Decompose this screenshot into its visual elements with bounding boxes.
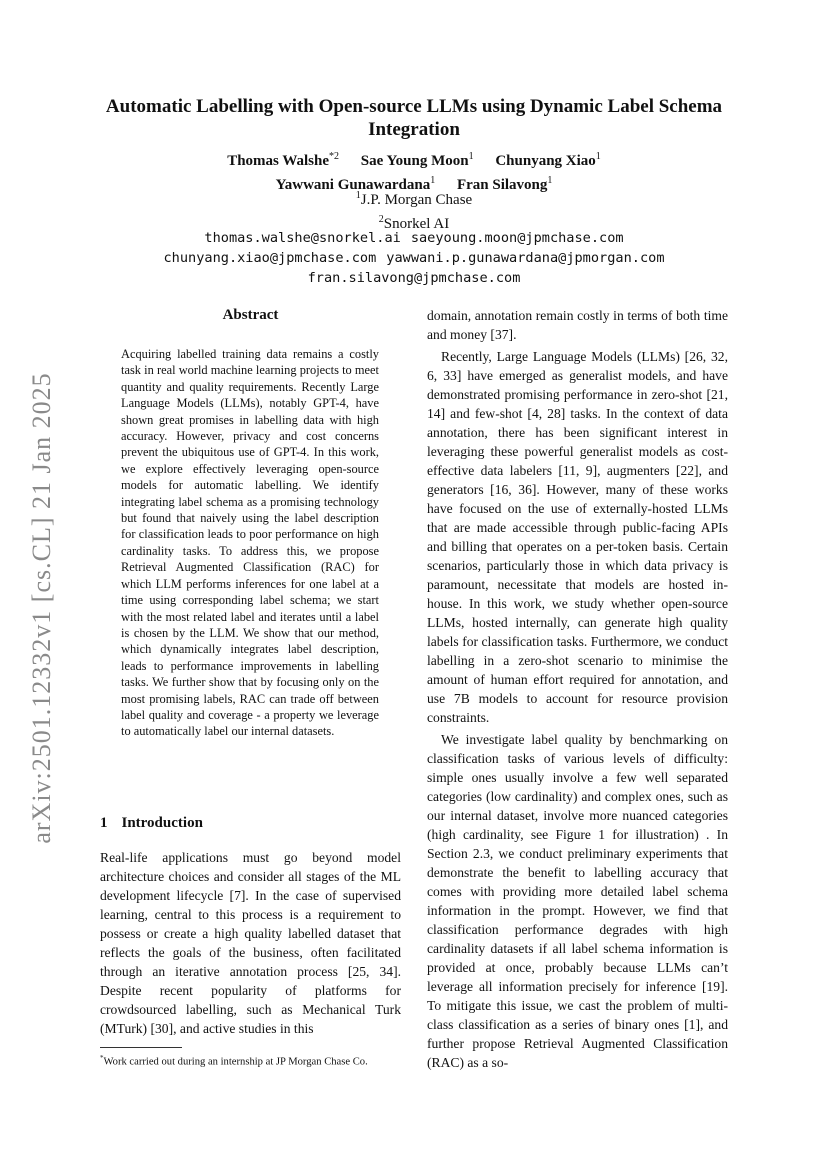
- author: Sae Young Moon$^1$: [360, 151, 474, 169]
- email-link[interactable]: yawwani.p.gunawardana@jpmorgan.com: [386, 250, 665, 266]
- email-link[interactable]: fran.silavong@jpmchase.com: [307, 270, 521, 286]
- author-emails: [100, 228, 728, 288]
- footnote-text: Work carried out during an internship at JP Morgan Chase Co.: [103, 1056, 368, 1068]
- abstract-heading: Abstract: [222, 307, 279, 323]
- abstract-text: Acquiring labelled training data remains a costly task in real world machine learning projects to meet quantity and quality requirements. Recently Large Language Models (LLMs), notably GPT-4, have shown great promises in labelling data with high accuracy. However, privacy and cost concerns prevent the ubiquitous use of GPT-4. In this work, we explore effectively leveraging open-source models for automatic labelling. We identify integrating label schema as a promising technology but found that naively using the label description for classification leads to poor performance on high cardinality tasks. To address this, we propose Retrieval Augmented Classification (RAC) for which LLM performs inferences for one label at a time using corresponding label schema; we start with the most related label and iterates until a label is chosen by the LLM. We show that our method, which dynamically integrates label description, leads to performance improvements in labelling tasks. We further show that by focusing only on the most promising labels, RAC can trade off between label quality and coverage - a property we leverage to automatically label our internal datasets.: [121, 347, 379, 739]
- email-link[interactable]: chunyang.xiao@jpmchase.com: [163, 250, 377, 266]
- author: Chunyang Xiao$^1$: [495, 151, 601, 169]
- body-paragraph: We investigate label quality by benchmarking on classification tasks of various levels of difficulty: simple ones usually involve a few well separated categories (low cardinality) and complex ones, such as our internal dataset, involve more nuanced categories (high cardinality, see Figure 1 for illustration) . In Section 2.3, we conduct preliminary experiments that demonstrate the benefit to labelling accuracy that comes with providing more detailed label schema information in the prompt. However, we find that classification performance degrades with high cardinality datasets if all label schema information is provided at once, probably because LLMs can’t leverage all information precisely for inference [19]. To mitigate this issue, we cast the problem of multi-class classification as a series of binary ones [1], and further propose Retrieval Augmented Classification (RAC) as a so-: [427, 732, 728, 1070]
- arxiv-identifier: arXiv:2501.12332v1 [cs.CL] 21 Jan 2025: [27, 372, 56, 844]
- author: Yawwani Gunawardana$^1$: [275, 175, 436, 193]
- body-paragraph: Recently, Large Language Models (LLMs) [26, 32, 6, 33] have emerged as generalist models, and have demonstrated promising performance in zero-shot [21, 14] and few-shot [4, 28] tasks. In the context of data annotation, there has been significant interest in leveraging these powerful generalist models as cost-effective data labelers [11, 9], augmenters [22], and generators [16, 36]. However, many of these works have focused on the use of externally-hosted LLMs that are made accessible through public-facing APIs and billing that operates on a per-token basis. Certain scenarios, particularly those in which data privacy is paramount, necessitate that models are hosted in-house. In this work, we study whether open-source LLMs, hosted internally, can generate high quality labels for classification tasks. Furthermore, we conduct labelling in a zero-shot scenario to minimise the amount of human effort required for annotation, and use 7B models to account for resource provision constraints.: [427, 349, 728, 725]
- author: Fran Silavong$^1$: [456, 175, 553, 193]
- paper-title: Automatic Labelling with Open-source LLMs using Dynamic Label Schema Integration: [105, 96, 723, 140]
- footnote: [100, 1051, 401, 1070]
- arxiv-identifier-sidebar: [20, 368, 64, 848]
- footnote-divider: [100, 1047, 182, 1048]
- author: Thomas Walshe$^{*2}$: [227, 151, 340, 169]
- section-title: Introduction: [121, 815, 203, 831]
- intro-paragraph: Real-life applications must go beyond model architecture choices and consider all stages of the ML development lifecycle [7]. In the case of supervised learning, central to this process is a requirement to possess or create a high quality labelled dataset that reflects the goals of the business, often facilitated through an iterative annotation process [25, 34]. Despite recent popularity of platforms for crowdsourced labelling, such as Mechanical Turk (MTurk) [30], and active studies in this: [100, 850, 401, 1036]
- section-number: 1: [100, 815, 108, 831]
- affiliations: [100, 186, 728, 234]
- email-link[interactable]: thomas.walshe@snorkel.ai: [204, 230, 401, 246]
- right-column: [427, 306, 728, 1072]
- body-paragraph: domain, annotation remain costly in terms of both time and money [37].: [427, 308, 728, 342]
- email-link[interactable]: saeyoung.moon@jpmchase.com: [410, 230, 624, 246]
- section-heading: [100, 815, 203, 832]
- footnote-mark: *: [100, 1054, 104, 1062]
- affiliation: $^1$J.P. Morgan Chase: [355, 190, 473, 208]
- affiliation: $^2$Snorkel AI: [378, 214, 450, 232]
